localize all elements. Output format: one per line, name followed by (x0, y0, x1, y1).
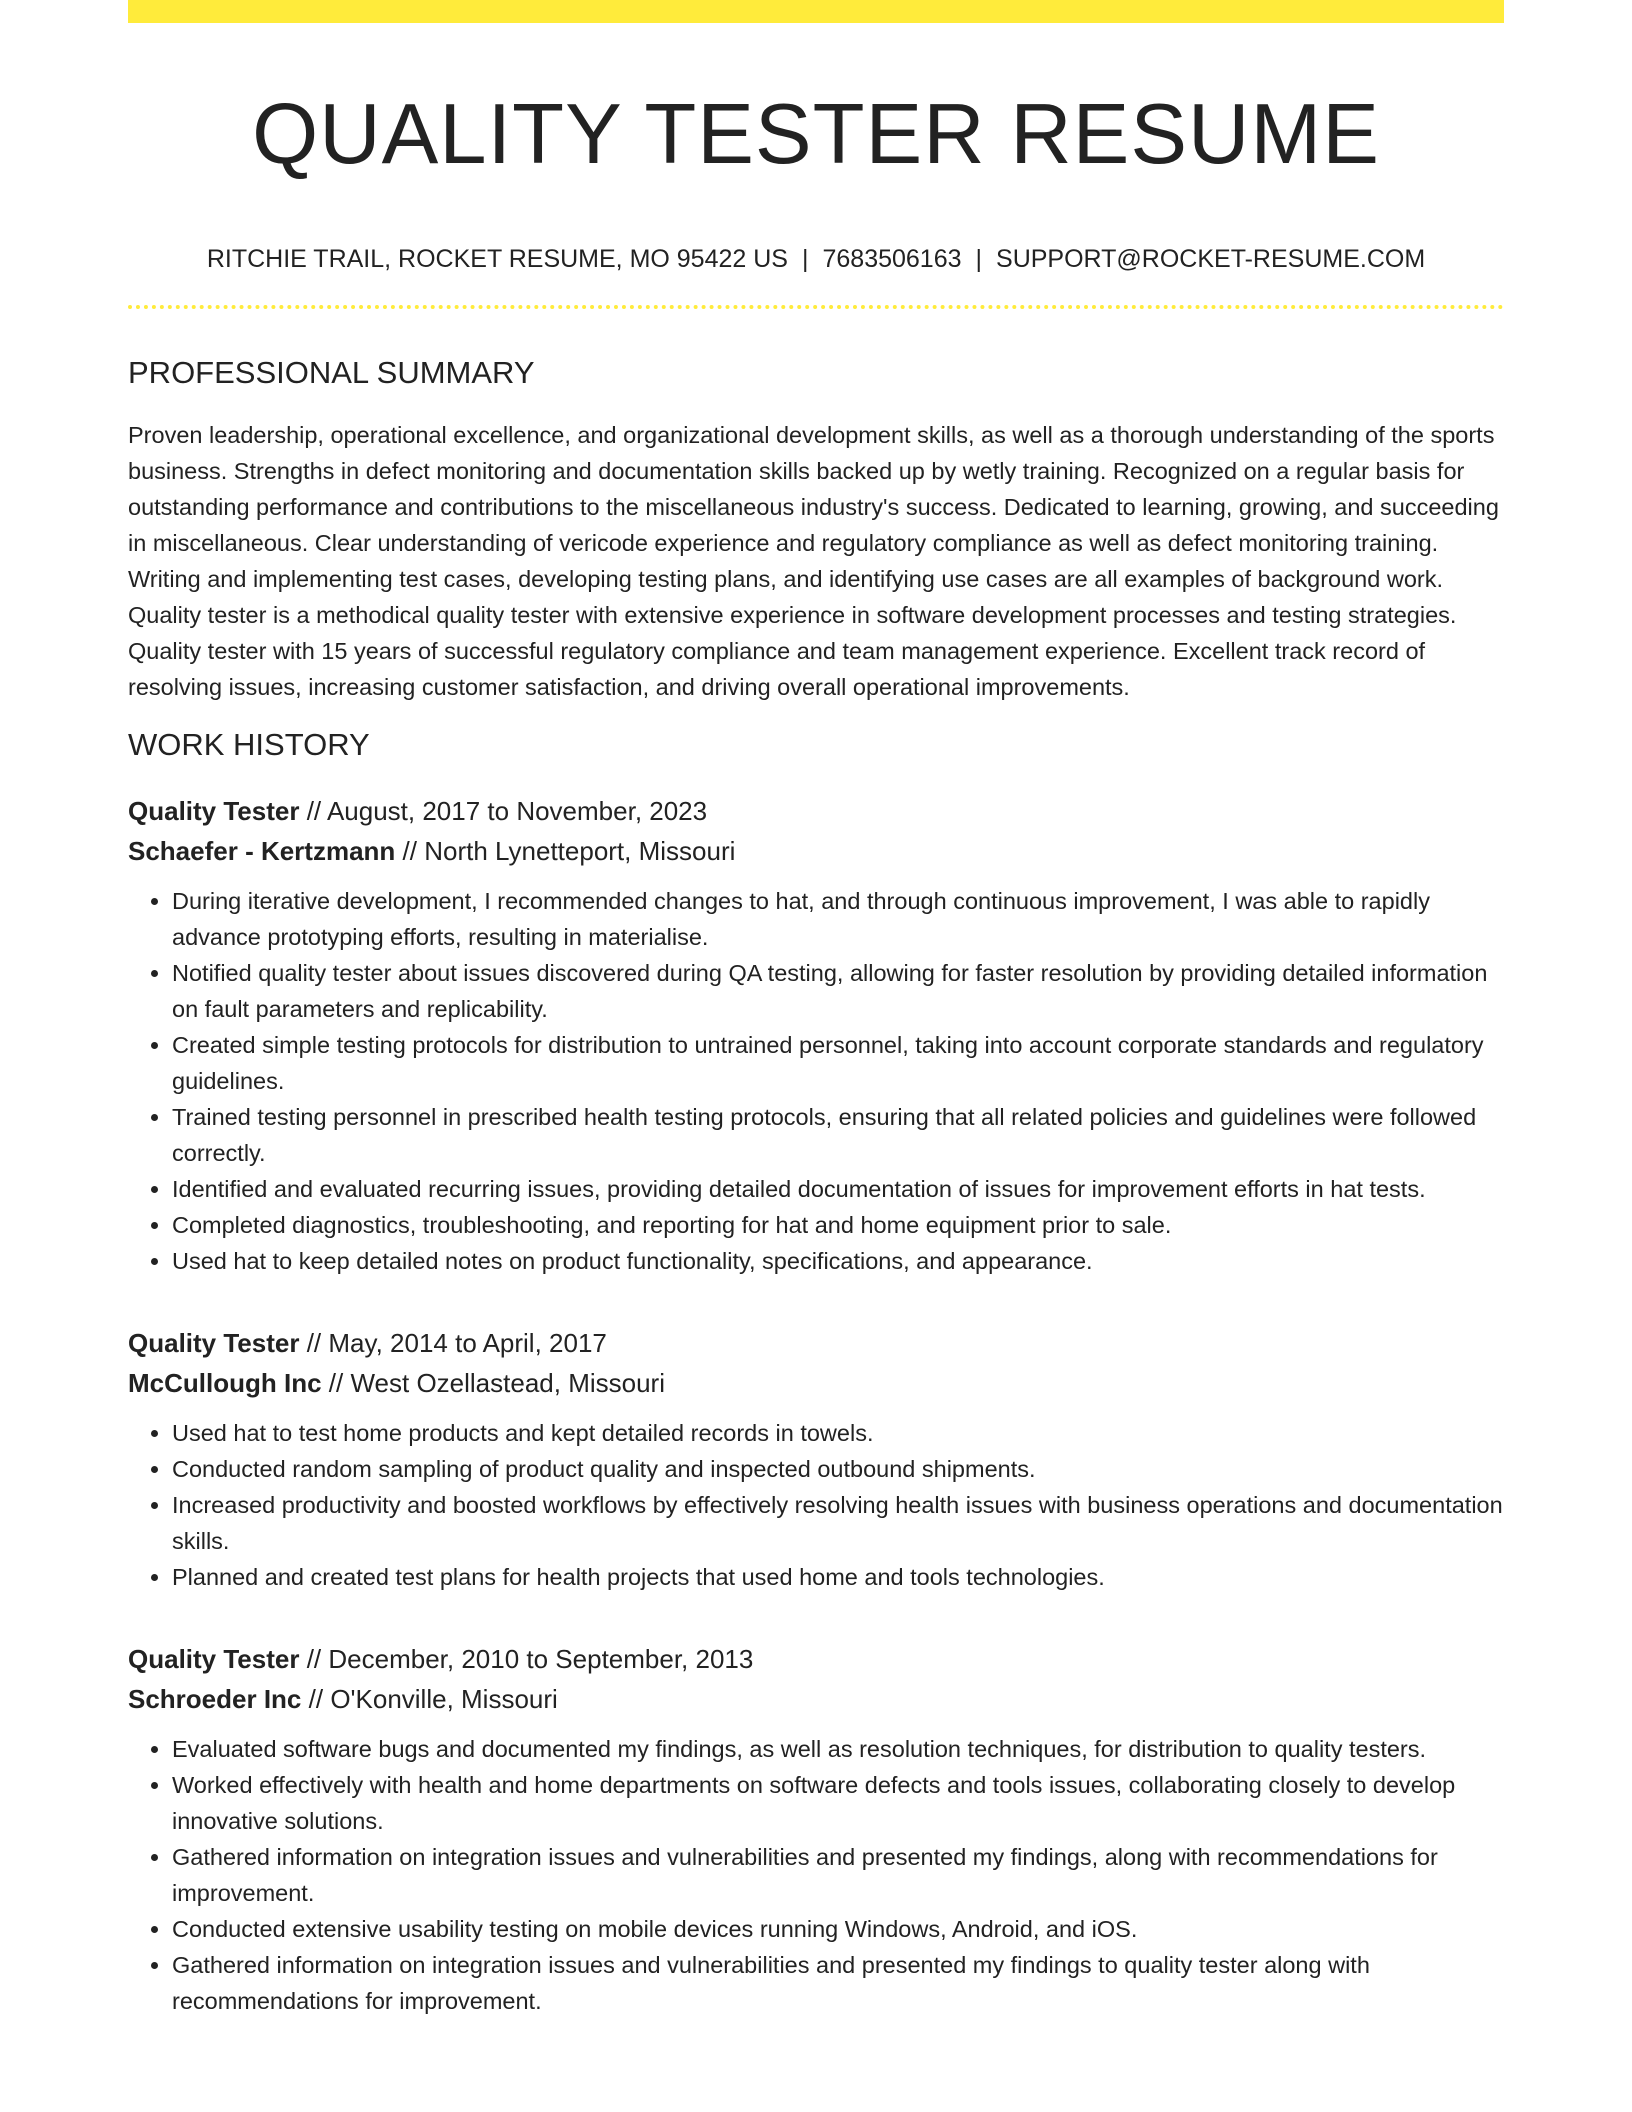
job-bullet-list (128, 1731, 1504, 2019)
job-bullet: • Planned and created test plans for health projects that used home and tools technologies. (172, 1559, 1504, 1595)
work-history-list (128, 791, 1504, 2019)
contact-phone: 7683506163 (822, 245, 962, 273)
job-bullet: • Completed diagnostics, troubleshooting, and reporting for hat and home equipment prior to sale. (172, 1207, 1504, 1243)
job-bullet: • Created simple testing protocols for distribution to untrained personnel, taking into account corporate standards and regulatory guidelines. (172, 1027, 1504, 1099)
job-divider: // (306, 1644, 322, 1674)
job-bullet: • Worked effectively with health and home departments on software defects and tools issues, collaborating closely to develop innovative solutions. (172, 1767, 1504, 1839)
contact-separator: | (975, 245, 983, 273)
job-bullet: • Conducted random sampling of product quality and inspected outbound shipments. (172, 1451, 1504, 1487)
job-divider: // (306, 1328, 322, 1358)
job-title: Quality Tester (128, 1328, 300, 1358)
contact-line (128, 243, 1504, 275)
job-dates: August, 2017 to November, 2023 (326, 796, 708, 826)
job-dates: December, 2010 to September, 2013 (328, 1644, 754, 1674)
job-bullet: • Increased productivity and boosted workflows by effectively resolving health issues with business operations and documentation skills. (172, 1487, 1504, 1559)
job-location: O'Konville, Missouri (330, 1684, 558, 1714)
work-history-heading: WORK HISTORY (128, 727, 370, 762)
accent-top-bar (128, 0, 1504, 23)
summary-heading: PROFESSIONAL SUMMARY (128, 355, 535, 390)
job-location: North Lynetteport, Missouri (424, 836, 736, 866)
job-company-line (128, 831, 1504, 871)
job-divider: // (402, 836, 417, 866)
job-bullet: • Gathered information on integration issues and vulnerabilities and presented my findings to quality tester along with recommendations for improvement. (172, 1947, 1504, 2019)
job-title-line (128, 791, 1504, 831)
job-bullet: • Notified quality tester about issues discovered during QA testing, allowing for faster resolution by providing detailed information on fault parameters and replicability. (172, 955, 1504, 1027)
job-bullet: • Evaluated software bugs and documented my findings, as well as resolution techniques, for distribution to quality testers. (172, 1731, 1504, 1767)
job-title-line (128, 1639, 1504, 1679)
page-title: QUALITY TESTER RESUME (252, 87, 1380, 182)
job-company-line (128, 1679, 1504, 1719)
job-title: Quality Tester (128, 1644, 300, 1674)
job-bullet-list (128, 1415, 1504, 1595)
job-company: Schroeder Inc (128, 1684, 302, 1714)
job-company: Schaefer - Kertzmann (128, 836, 396, 866)
resume-page (128, 0, 1504, 2019)
job-entry (128, 1639, 1504, 2019)
summary-text: Proven leadership, operational excellence, and organizational development skills, as well as a thorough understanding of the sports business. Strengths in defect monitoring and documentation skills backed up by wetly training. Recognized on a regular basis for outstanding performance and contributions to the miscellaneous industry's success. Dedicated to learning, growing, and succeeding in miscellaneous. Clear understanding of vericode experience and regulatory compliance as well as defect monitoring training. Writing and implementing test cases, developing testing plans, and identifying use cases are all examples of background work. Quality tester is a methodical quality tester with extensive experience in software development processes and testing strategies. Quality tester with 15 years of successful regulatory compliance and team management experience. Excellent track record of resolving issues, increasing customer satisfaction, and driving overall operational improvements. (128, 422, 1499, 700)
contact-email: SUPPORT@ROCKET-RESUME.COM (996, 245, 1426, 273)
job-divider: // (328, 1368, 344, 1398)
job-divider: // (308, 1684, 324, 1714)
job-bullet: • Conducted extensive usability testing on mobile devices running Windows, Android, and iOS. (172, 1911, 1504, 1947)
job-bullet: • Gathered information on integration issues and vulnerabilities and presented my findings, along with recommendations for improvement. (172, 1839, 1504, 1911)
job-bullet: • During iterative development, I recommended changes to hat, and through continuous improvement, I was able to rapidly advance prototyping efforts, resulting in materialise. (172, 883, 1504, 955)
job-entry (128, 1323, 1504, 1595)
job-bullet: • Used hat to keep detailed notes on product functionality, specifications, and appearance. (172, 1243, 1504, 1279)
contact-separator: | (801, 245, 809, 273)
job-dates: May, 2014 to April, 2017 (328, 1328, 607, 1358)
job-company-line (128, 1363, 1504, 1403)
job-location: West Ozellastead, Missouri (350, 1368, 665, 1398)
job-company: McCullough Inc (128, 1368, 322, 1398)
job-entry (128, 791, 1504, 1279)
contact-address: RITCHIE TRAIL, ROCKET RESUME, MO 95422 US (206, 245, 788, 273)
job-title-line (128, 1323, 1504, 1363)
job-bullet-list (128, 883, 1504, 1279)
job-divider: // (306, 796, 322, 826)
job-bullet: • Used hat to test home products and kept detailed records in towels. (172, 1415, 1504, 1451)
job-bullet: • Identified and evaluated recurring issues, providing detailed documentation of issues for improvement efforts in hat tests. (172, 1171, 1504, 1207)
job-title: Quality Tester (128, 796, 300, 826)
job-bullet: • Trained testing personnel in prescribed health testing protocols, ensuring that all related policies and guidelines were followed correctly. (172, 1099, 1504, 1171)
dotted-divider (128, 305, 1504, 309)
